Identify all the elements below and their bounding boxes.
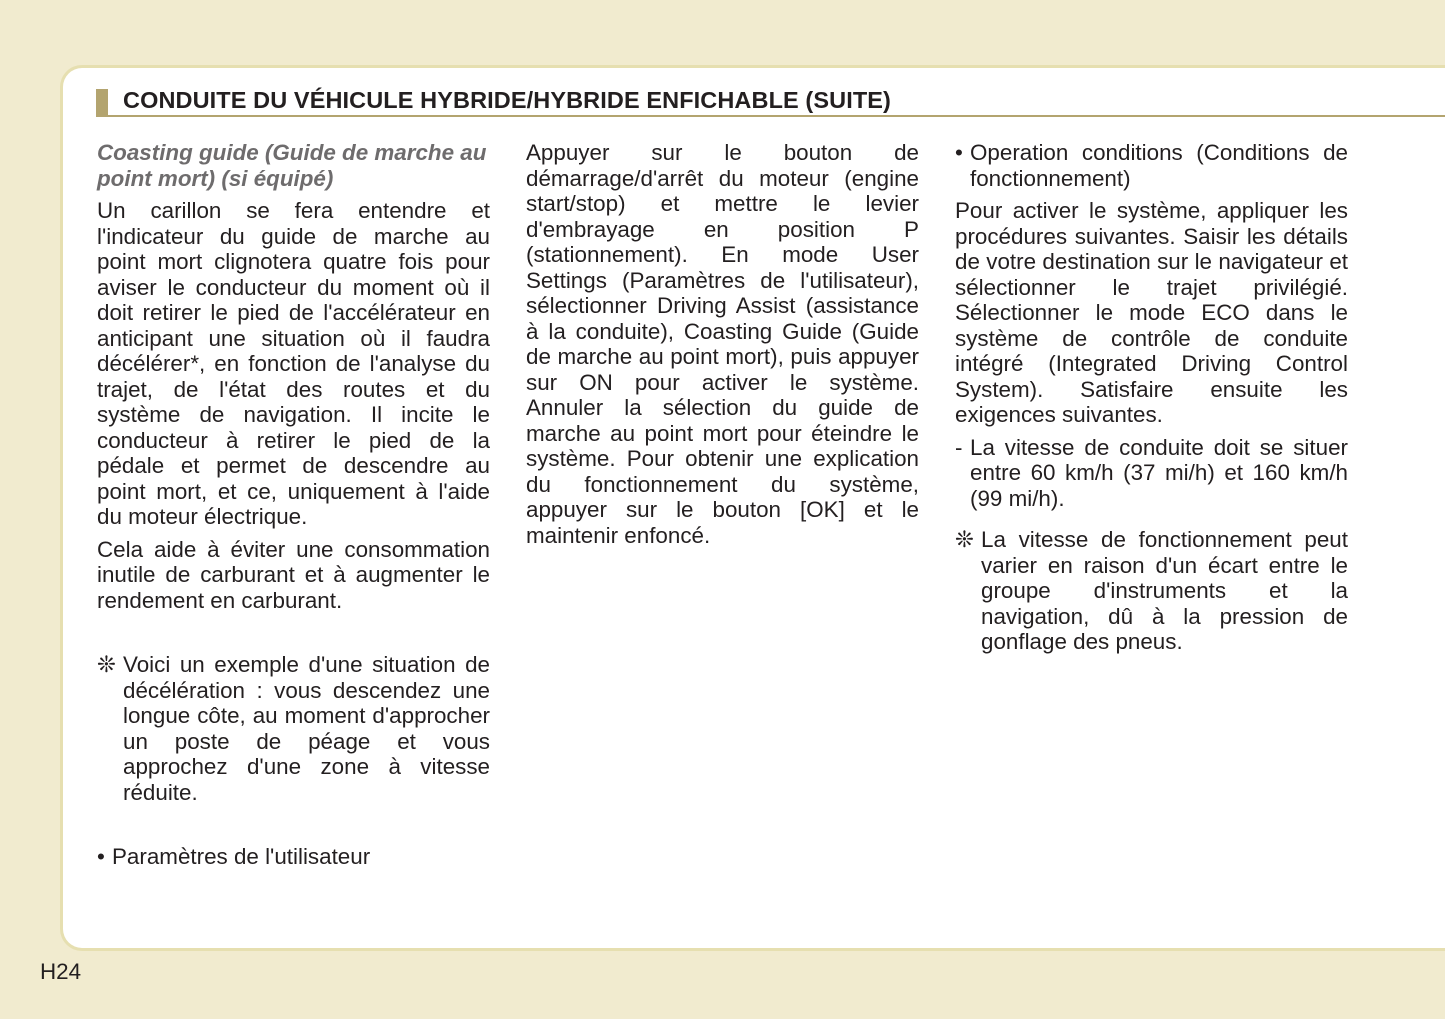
column-3	[955, 140, 1348, 655]
section-title: CONDUITE DU VÉHICULE HYBRIDE/HYBRIDE ENFICHABLE (SUITE)	[123, 87, 891, 113]
section-header	[96, 86, 1445, 117]
paragraph: Un carillon se fera entendre et l'indicateur du guide de marche au point mort clignotera quatre fois pour aviser le conducteur du moment où il doit retirer le pied de l'accélérateur en anticipant une situation où il faudra décélérer*, en fonction de l'analyse du trajet, de l'état des routes et du système de navigation. Il incite le conducteur à retirer le pied de la pédale et permet de descendre au point mort, et ce, uniquement à l'aide du moteur électrique.	[97, 198, 490, 529]
bullet-text: Paramètres de l'utilisateur	[112, 844, 371, 869]
page-number: H24	[40, 959, 82, 984]
paragraph: Pour activer le système, appliquer les procédures suivantes. Saisir les détails de votre destination sur le navigateur et sélectionner le trajet privilégié. Sélectionner le mode ECO dans le système de contrôle de conduite intégré (Integrated Driving Control System). Satisfaire ensuite les exigences suivantes.	[955, 198, 1348, 427]
bullet-symbol: •	[955, 140, 963, 165]
bullet-item	[97, 844, 490, 870]
footnote-text: La vitesse de fonctionnement peut varier en raison d'un écart entre le groupe d'instruments et la navigation, dû à la pression de gonflage des pneus.	[981, 527, 1348, 654]
footnote-text: Voici un exemple d'une situation de décélération : vous descendez une longue côte, au moment d'approcher un poste de péage et vous approchez d'une zone à vitesse réduite.	[123, 652, 490, 805]
column-1	[97, 140, 490, 870]
footnote	[97, 652, 490, 805]
asterisk-symbol: ❊	[955, 527, 974, 552]
bullet-text: Operation conditions (Conditions de fonctionnement)	[970, 140, 1348, 191]
dash-text: La vitesse de conduite doit se situer entre 60 km/h (37 mi/h) et 160 km/h (99 mi/h).	[970, 434, 1348, 511]
paragraph: Cela aide à éviter une consommation inutile de carburant et à augmenter le rendement en carburant.	[97, 536, 490, 613]
bullet-item	[955, 140, 1348, 191]
bullet-symbol: •	[97, 844, 105, 869]
paragraph: Appuyer sur le bouton de démarrage/d'arrêt du moteur (engine start/stop) et mettre le levier d'embrayage en position P (stationnement). En mode User Settings (Paramètres de l'utilisateur), sélectionner Driving Assist (assistance à la conduite), Coasting Guide (Guide de marche au point mort), puis appuyer sur ON pour activer le système. Annuler la sélection du guide de marche au point mort pour éteindre le système. Pour obtenir une explication du fonctionnement du système, appuyer sur le bouton [OK] et le maintenir enfoncé.	[526, 140, 919, 548]
footnote	[955, 527, 1348, 655]
subheading: Coasting guide (Guide de marche au point mort) (si équipé)	[97, 140, 487, 191]
asterisk-symbol: ❊	[97, 652, 116, 677]
dash-symbol: -	[955, 434, 963, 460]
column-2	[526, 140, 919, 548]
dash-item	[955, 435, 1348, 512]
header-underline	[96, 115, 1445, 117]
header-marker	[96, 89, 108, 117]
